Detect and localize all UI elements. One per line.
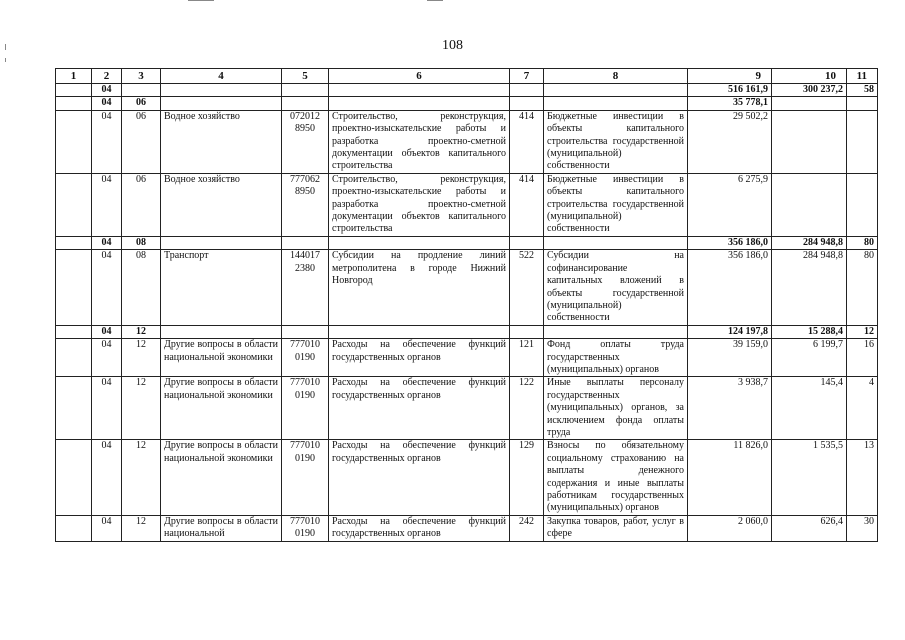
percent-executed — [847, 97, 878, 110]
section-code: 04 — [92, 250, 122, 325]
amount-total: 29 502,2 — [688, 110, 772, 173]
subsection-code: 12 — [122, 515, 161, 541]
percent-executed: 80 — [847, 250, 878, 325]
subsection-code: 08 — [122, 236, 161, 249]
subsection-code: 12 — [122, 377, 161, 440]
amount-total: 11 826,0 — [688, 440, 772, 515]
section-name: Другие вопросы в области национальной — [161, 515, 282, 541]
page-number: 108 — [442, 38, 463, 53]
amount-spent: 145,4 — [772, 377, 847, 440]
amount-total: 39 159,0 — [688, 339, 772, 377]
section-code: 04 — [92, 173, 122, 236]
percent-executed: 4 — [847, 377, 878, 440]
target-article-name: Субсидии на продление линий метрополитена в городе Нижний Новгород — [329, 250, 510, 325]
column-header: 3 — [122, 69, 161, 84]
subsection-code: 06 — [122, 173, 161, 236]
section-name: Транспорт — [161, 250, 282, 325]
cell — [56, 97, 92, 110]
amount-spent — [772, 173, 847, 236]
expense-type-name: Бюджетные инвестиции в объекты капитального строительства государственной (муниципальной) собственности — [544, 173, 688, 236]
section-name: Другие вопросы в области национальной экономики — [161, 339, 282, 377]
target-article-code: 072012 8950 — [282, 110, 329, 173]
amount-spent: 626,4 — [772, 515, 847, 541]
amount-total: 3 938,7 — [688, 377, 772, 440]
amount-total: 356 186,0 — [688, 250, 772, 325]
percent-executed: 80 — [847, 236, 878, 249]
table-row — [56, 440, 878, 515]
subsection-code — [122, 84, 161, 97]
target-article-code: 777010 0190 — [282, 515, 329, 541]
column-header: 8 — [544, 69, 688, 84]
subsection-total-row — [56, 325, 878, 338]
column-header: 6 — [329, 69, 510, 84]
column-header: 7 — [510, 69, 544, 84]
section-code: 04 — [92, 339, 122, 377]
expense-type-name: Бюджетные инвестиции в объекты капитального строительства государственной (муниципальной) собственности — [544, 110, 688, 173]
scan-top-mark — [427, 0, 443, 1]
cell — [56, 325, 92, 338]
table-row — [56, 377, 878, 440]
target-article-code: 777062 8950 — [282, 173, 329, 236]
cell — [56, 84, 92, 97]
section-code: 04 — [92, 97, 122, 110]
expense-type-code: 522 — [510, 250, 544, 325]
amount-spent — [772, 110, 847, 173]
amount-total: 516 161,9 — [688, 84, 772, 97]
target-article-code: 144017 2380 — [282, 250, 329, 325]
table-header-row — [56, 69, 878, 84]
subsection-total-row — [56, 236, 878, 249]
amount-spent: 300 237,2 — [772, 84, 847, 97]
cell — [56, 236, 92, 249]
column-header: 1 — [56, 69, 92, 84]
expense-type-code: 414 — [510, 110, 544, 173]
percent-executed — [847, 110, 878, 173]
scan-edge-mark — [5, 44, 6, 50]
expense-type-code: 122 — [510, 377, 544, 440]
amount-total: 356 186,0 — [688, 236, 772, 249]
column-header: 5 — [282, 69, 329, 84]
amount-spent: 1 535,5 — [772, 440, 847, 515]
section-total-row — [56, 84, 878, 97]
column-header: 4 — [161, 69, 282, 84]
column-header: 2 — [92, 69, 122, 84]
expense-type-name: Фонд оплаты труда государственных (муниципальных) органов — [544, 339, 688, 377]
table-row — [56, 173, 878, 236]
percent-executed: 12 — [847, 325, 878, 338]
subsection-total-row — [56, 97, 878, 110]
percent-executed: 58 — [847, 84, 878, 97]
section-name: Другие вопросы в области национальной экономики — [161, 377, 282, 440]
amount-total: 35 778,1 — [688, 97, 772, 110]
amount-spent: 6 199,7 — [772, 339, 847, 377]
amount-total: 2 060,0 — [688, 515, 772, 541]
percent-executed — [847, 173, 878, 236]
target-article-name: Строительство, реконструкция, проектно-изыскательские работы и разработка проектно-сметной документации объектов капитального строительства — [329, 110, 510, 173]
table-row — [56, 339, 878, 377]
column-header: 9 — [688, 69, 772, 84]
expense-type-name: Взносы по обязательному социальному страхованию на выплаты денежного содержания и иные выплаты работникам государственных (муниципальных) органов — [544, 440, 688, 515]
target-article-code: 777010 0190 — [282, 339, 329, 377]
subsection-code: 06 — [122, 97, 161, 110]
expense-type-code: 414 — [510, 173, 544, 236]
section-name: Водное хозяйство — [161, 110, 282, 173]
target-article-name: Расходы на обеспечение функций государственных органов — [329, 515, 510, 541]
subsection-code: 06 — [122, 110, 161, 173]
table-row — [56, 515, 878, 541]
section-code: 04 — [92, 440, 122, 515]
column-header: 10 — [772, 69, 847, 84]
target-article-name: Расходы на обеспечение функций государственных органов — [329, 440, 510, 515]
expense-type-code: 129 — [510, 440, 544, 515]
budget-table — [55, 68, 878, 542]
expense-type-name: Субсидии на софинансирование капитальных вложений в объекты государственной (муниципальной) собственности — [544, 250, 688, 325]
amount-spent: 284 948,8 — [772, 250, 847, 325]
percent-executed: 13 — [847, 440, 878, 515]
expense-type-name: Закупка товаров, работ, услуг в сфере — [544, 515, 688, 541]
section-code: 04 — [92, 515, 122, 541]
section-code: 04 — [92, 110, 122, 173]
section-name: Водное хозяйство — [161, 173, 282, 236]
section-code: 04 — [92, 325, 122, 338]
subsection-code: 12 — [122, 325, 161, 338]
amount-spent: 15 288,4 — [772, 325, 847, 338]
subsection-code: 12 — [122, 339, 161, 377]
expense-type-code: 242 — [510, 515, 544, 541]
target-article-name: Строительство, реконструкция, проектно-изыскательские работы и разработка проектно-сметной документации объектов капитального строительства — [329, 173, 510, 236]
percent-executed: 16 — [847, 339, 878, 377]
scan-edge-mark — [5, 58, 6, 62]
target-article-name: Расходы на обеспечение функций государственных органов — [329, 339, 510, 377]
subsection-code: 12 — [122, 440, 161, 515]
scan-top-mark — [188, 0, 214, 1]
amount-spent — [772, 97, 847, 110]
subsection-code: 08 — [122, 250, 161, 325]
section-code: 04 — [92, 84, 122, 97]
amount-total: 124 197,8 — [688, 325, 772, 338]
target-article-name: Расходы на обеспечение функций государственных органов — [329, 377, 510, 440]
expense-type-name: Иные выплаты персоналу государственных (муниципальных) органов, за исключением фонда оплаты труда — [544, 377, 688, 440]
table-row — [56, 250, 878, 325]
section-name: Другие вопросы в области национальной экономики — [161, 440, 282, 515]
table-row — [56, 110, 878, 173]
section-code: 04 — [92, 377, 122, 440]
expense-type-code: 121 — [510, 339, 544, 377]
target-article-code: 777010 0190 — [282, 440, 329, 515]
target-article-code: 777010 0190 — [282, 377, 329, 440]
column-header: 11 — [847, 69, 878, 84]
section-code: 04 — [92, 236, 122, 249]
amount-total: 6 275,9 — [688, 173, 772, 236]
amount-spent: 284 948,8 — [772, 236, 847, 249]
percent-executed: 30 — [847, 515, 878, 541]
